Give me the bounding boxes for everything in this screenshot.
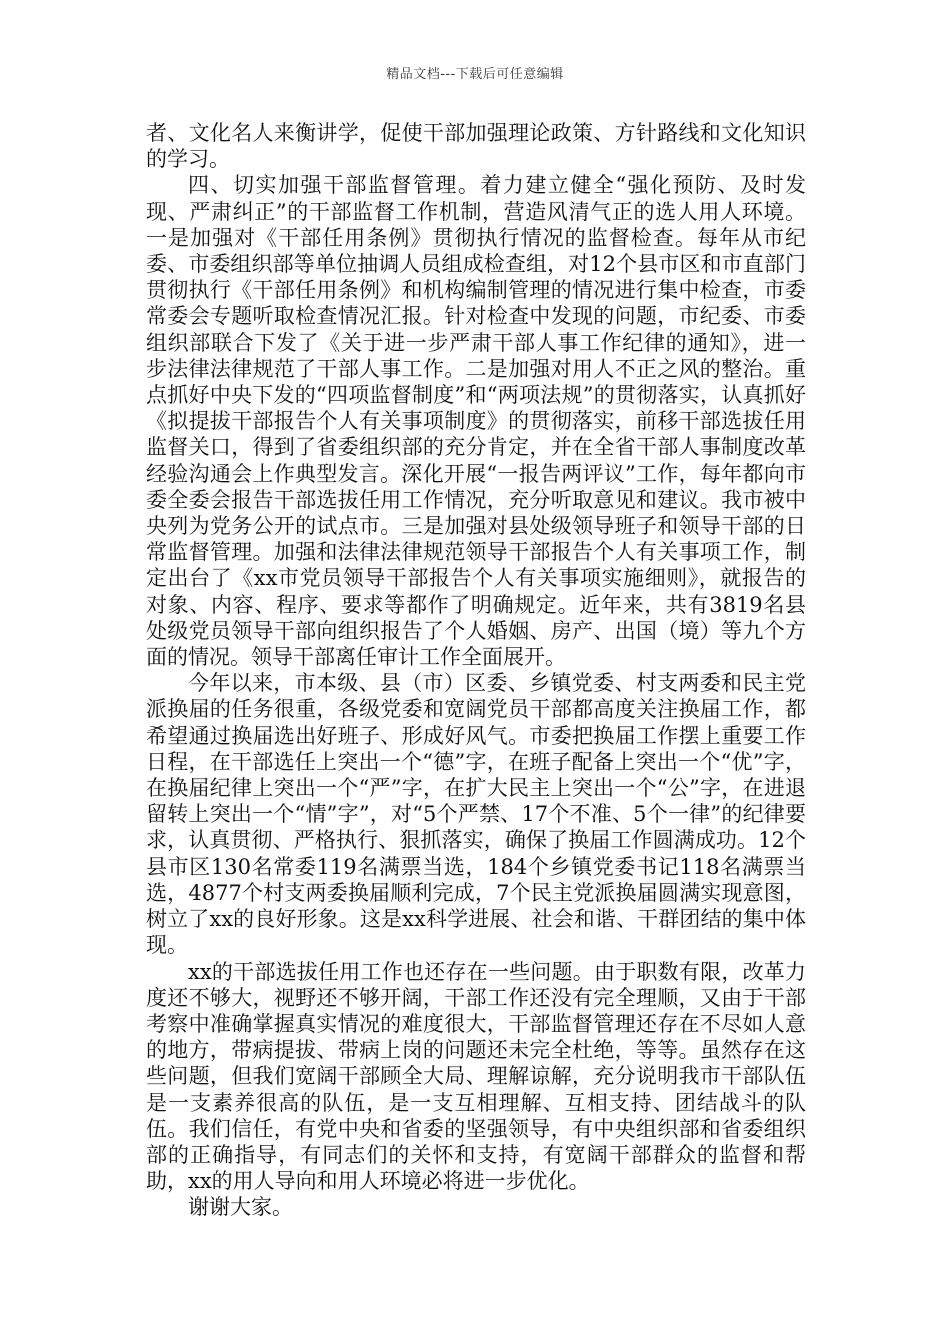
page-header: 精品文档---下载后可任意编辑 (386, 67, 564, 82)
paragraph-continuation: 者、文化名人来衡讲学，促使干部加强理论政策、方针路线和文化知识的学习。 (146, 121, 806, 172)
paragraph-problems: xx的干部选拔任用工作也还存在一些问题。由于职数有限，改革力度还不够大，视野还不够开阔，干部工作还没有完全理顺，又由于干部考察中准确掌握真实情况的难度很大，干部监督管理还存在不尽如人意的地方，带病提拔、带病上岗的问题还未完全杜绝，等等。虽然存在这些问题，但我们宽阔干部顾全大局、理解谅解，充分说明我市干部队伍是一支素养很高的队伍，是一支互相理解、互相支持、团结战斗的队伍。我们信任，有党中央和省委的坚强领导，有中央组织部和省委组织部的正确指导，有同志们的关怀和支持，有宽阔干部群众的监督和帮助，xx的用人导向和用人环境必将进一步优化。 (146, 959, 806, 1194)
paragraph-closing: 谢谢大家。 (188, 1195, 293, 1220)
document-body (146, 120, 806, 1221)
paragraph-supervision: 四、切实加强干部监督管理。着力建立健全“强化预防、及时发现、严肃纠正”的干部监督工作机制，营造风清气正的选人用人环境。一是加强对《干部任用条例》贯彻执行情况的监督检查。每年从市纪委、市委组织部等单位抽调人员组成检查组，对12个县市区和市直部门贯彻执行《干部任用条例》和机构编制管理的情况进行集中检查，市委常委会专题听取检查情况汇报。针对检查中发现的问题，市纪委、市委组织部联合下发了《关于进一步严肃干部人事工作纪律的通知》，进一步法律法律规范了干部人事工作。二是加强对用人不正之风的整治。重点抓好中央下发的“四项监督制度”和“两项法规”的贯彻落实，认真抓好《拟提拔干部报告个人有关事项制度》的贯彻落实，前移干部选拔任用监督关口，得到了省委组织部的充分肯定，并在全省干部人事制度改革经验沟通会上作典型发言。深化开展“一报告两评议”工作，每年都向市委全委会报告干部选拔任用工作情况，充分听取意见和建议。我市被中央列为党务公开的试点市。三是加强对县处级领导班子和领导干部的日常监督管理。加强和法律法律规范领导干部报告个人有关事项工作，制定出台了《xx市党员领导干部报告个人有关事项实施细则》，就报告的对象、内容、程序、要求等都作了明确规定。近年来，共有3819名县处级党员领导干部向组织报告了个人婚姻、房产、出国（境）等九个方面的情况。领导干部离任审计工作全面展开。 (146, 173, 806, 670)
paragraph-election: 今年以来，市本级、县（市）区委、乡镇党委、村支两委和民主党派换届的任务很重，各级党委和宽阔党员干部都高度关注换届工作，都希望通过换届选出好班子、形成好风气。市委把换届工作摆上重要工作日程，在干部选任上突出一个“德”字，在班子配备上突出一个“优”字，在换届纪律上突出一个“严”字，在扩大民主上突出一个“公”字，在进退留转上突出一个“情”字”，对“5个严禁、17个不准、5个一律”的纪律要求，认真贯彻、严格执行、狠抓落实，确保了换届工作圆满成功。12个县市区130名常委119名满票当选，184个乡镇党委书记118名满票当选，4877个村支两委换届顺利完成，7个民主党派换届圆满实现意图，树立了xx的良好形象。这是xx科学进展、社会和谐、干群团结的集中体现。 (146, 671, 806, 958)
